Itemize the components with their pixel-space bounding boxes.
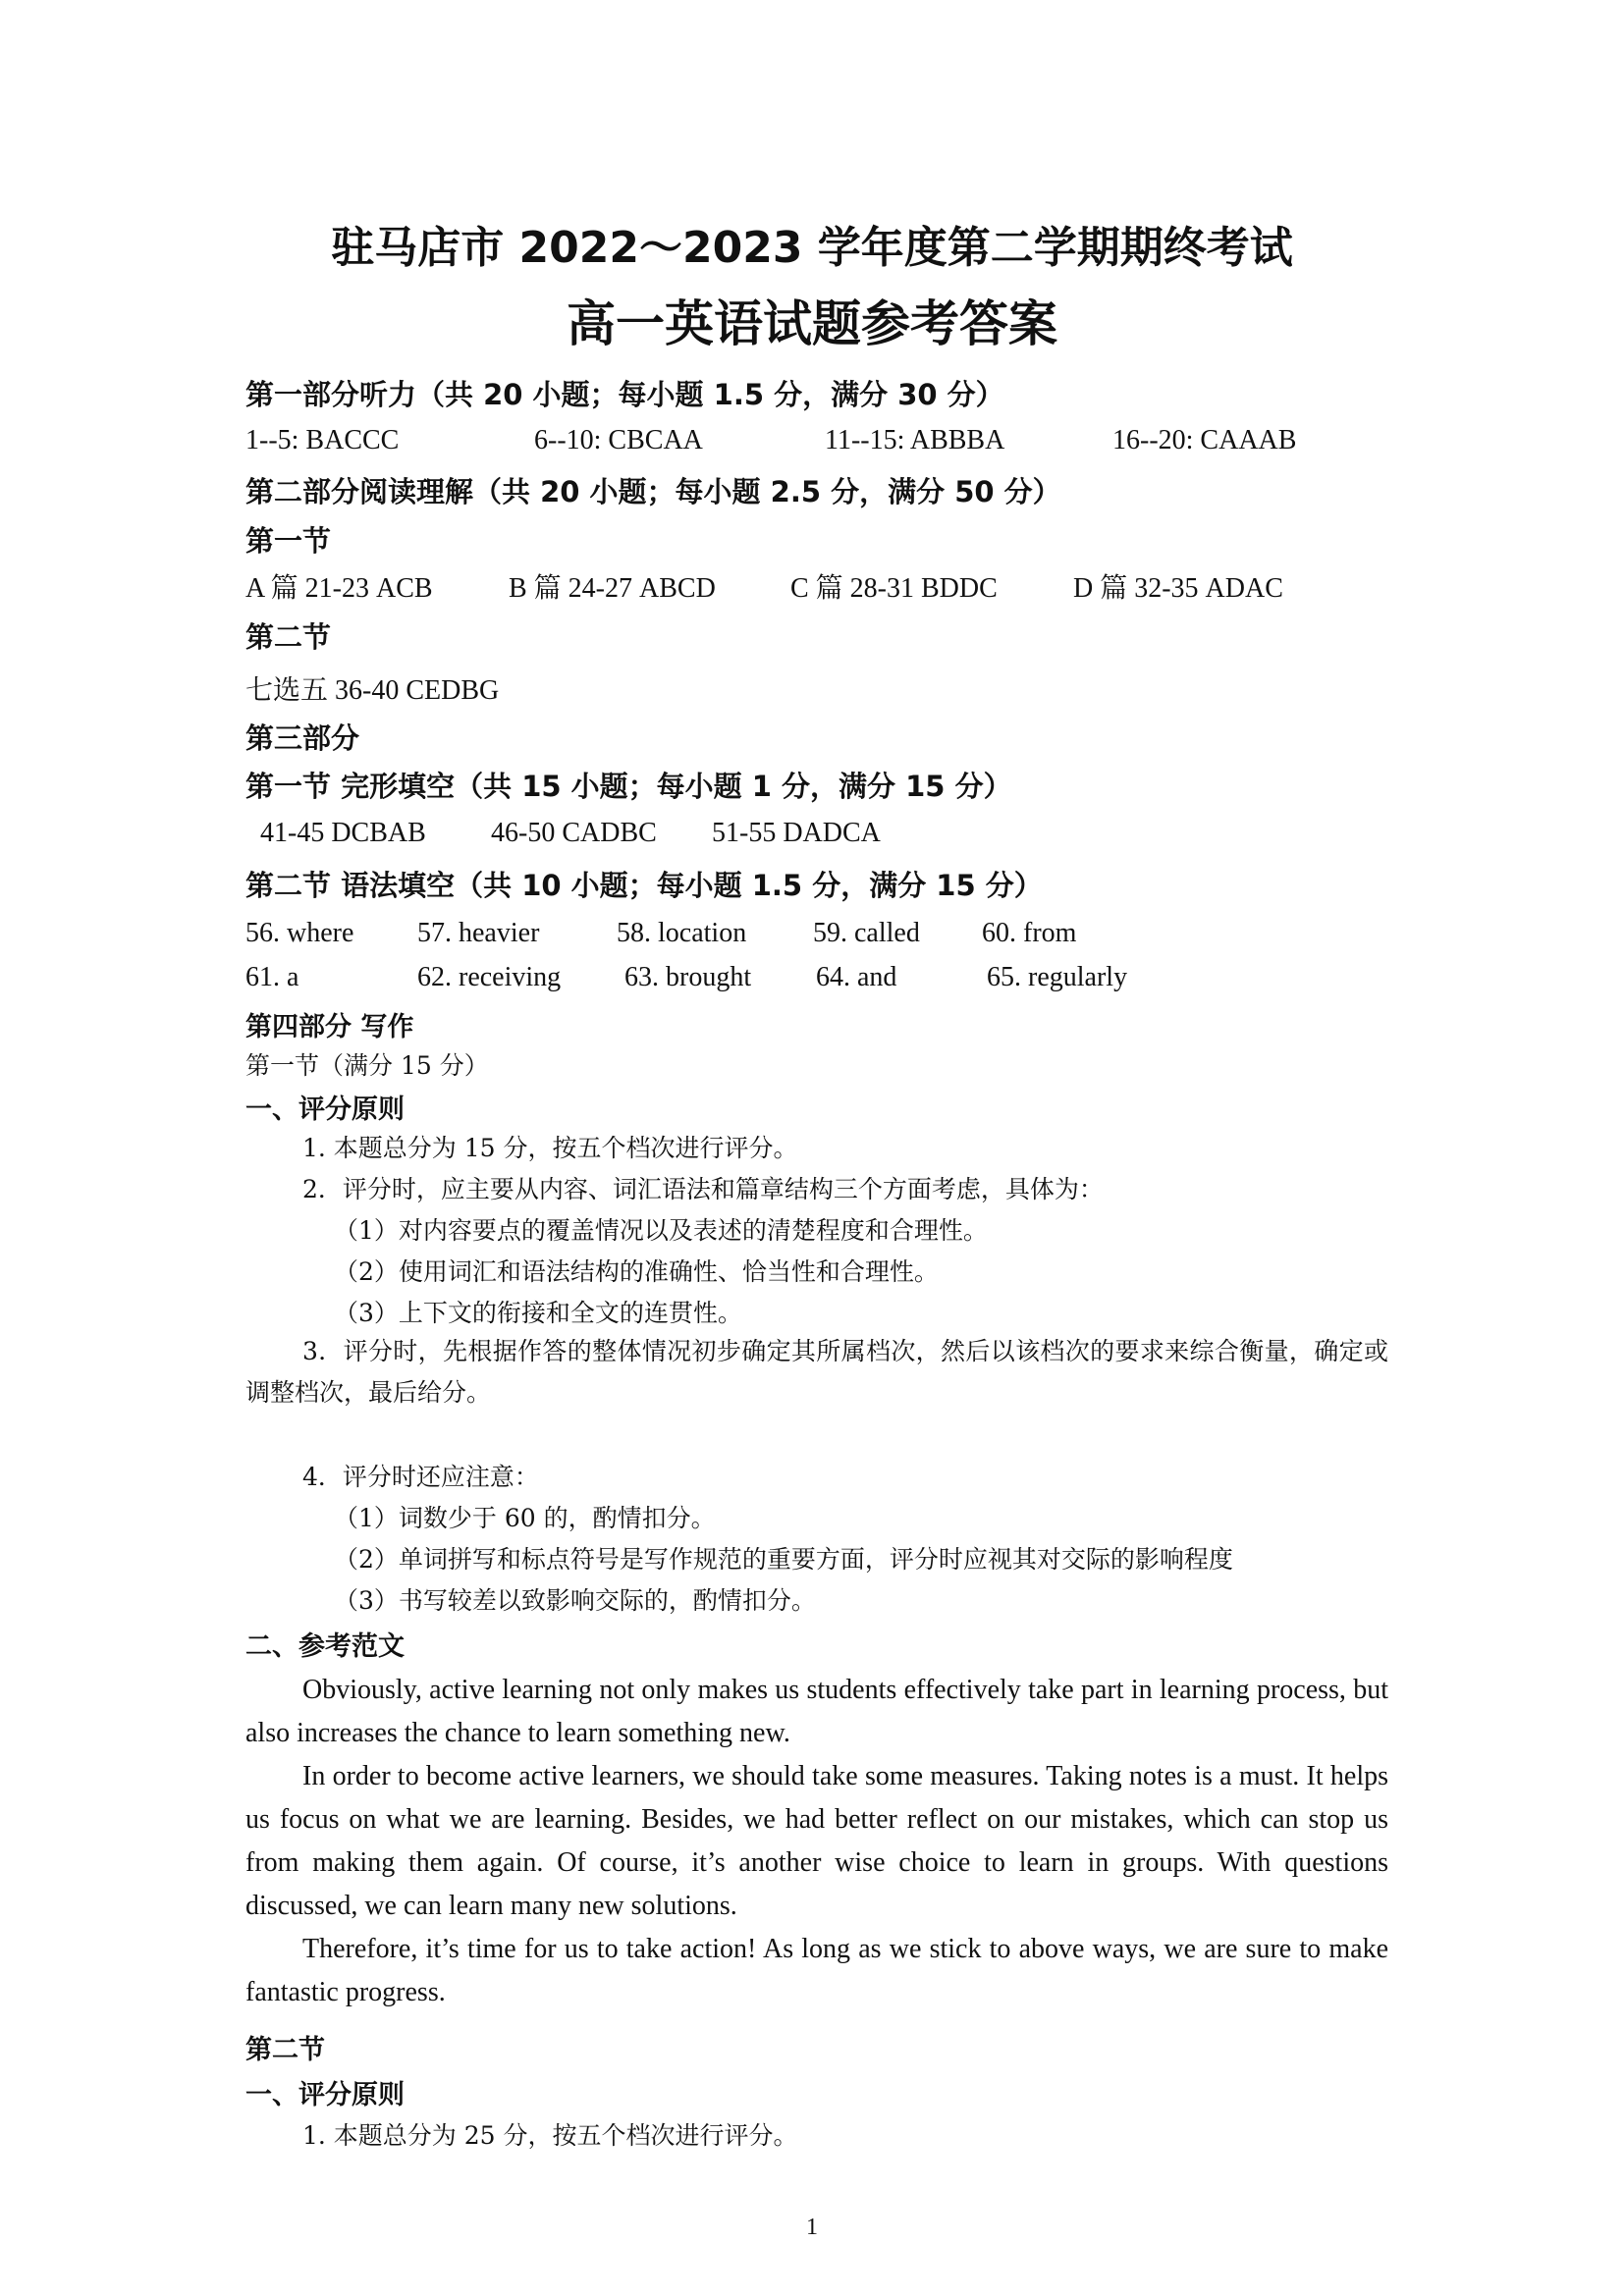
part3-heading: 第三部分 (245, 721, 360, 755)
answer-group: C 篇 28-31 BDDC (790, 573, 998, 604)
scoring-rule: 1. 本题总分为 15 分，按五个档次进行评分。 (302, 1134, 798, 1162)
part2-heading: 第二部分阅读理解（共 20 小题；每小题 2.5 分，满分 50 分） (245, 475, 1061, 508)
scoring-subrule: （3）上下文的衔接和全文的连贯性。 (334, 1299, 742, 1327)
part4-section2-heading: 第二节 (245, 2035, 325, 2065)
answer-group: D 篇 32-35 ADAC (1073, 573, 1283, 604)
answer-group: B 篇 24-27 ABCD (509, 573, 716, 604)
scoring-subrule: （1）对内容要点的覆盖情况以及表述的清楚程度和合理性。 (334, 1216, 988, 1245)
model-essay-heading: 二、参考范文 (245, 1631, 405, 1662)
part4-section1-heading: 第一节（满分 15 分） (245, 1051, 489, 1080)
grammar-answer: 56. where (245, 918, 354, 948)
model-essay (245, 1669, 1388, 2014)
essay-paragraph: Therefore, it’s time for us to take action! As long as we stick to above ways, we are sure to make fantastic progress. (245, 1934, 1388, 2007)
scoring-rule: 4．评分时还应注意： (302, 1463, 539, 1491)
document-subtitle: 高一英语试题参考答案 (567, 294, 1057, 352)
part3-section2-heading: 第二节 语法填空（共 10 小题；每小题 1.5 分，满分 15 分） (245, 869, 1043, 902)
scoring-subrule: （1）词数少于 60 的，酌情扣分。 (334, 1504, 716, 1532)
exam-title: 驻马店市 2022～2023 学年度第二学期期终考试 (331, 223, 1293, 273)
answer-group: 1--5: BACCC (245, 425, 400, 455)
part3-section1-heading: 第一节 完形填空（共 15 小题；每小题 1 分，满分 15 分） (245, 770, 1012, 803)
answer-group: 16--20: CAAAB (1112, 425, 1297, 455)
grammar-answer: 61. a (245, 962, 299, 992)
scoring-principles-heading: 一、评分原则 (245, 2080, 405, 2110)
part1-heading: 第一部分听力（共 20 小题；每小题 1.5 分，满分 30 分） (245, 378, 1004, 411)
scoring-rule: 3．评分时，先根据作答的整体情况初步确定其所属档次，然后以该档次的要求来综合衡量，确定或调整档次，最后给分。 (245, 1337, 1388, 1407)
scoring-subrule: （2）使用词汇和语法结构的准确性、恰当性和合理性。 (334, 1257, 939, 1286)
part2-section1-heading: 第一节 (245, 524, 332, 558)
answer-group: 51-55 DADCA (712, 818, 881, 848)
grammar-answer: 57. heavier (417, 918, 540, 948)
answer-group: 11--15: ABBBA (825, 425, 1005, 455)
scoring-principles-heading: 一、评分原则 (245, 1095, 405, 1125)
grammar-answer: 60. from (982, 918, 1077, 948)
answer-group: A 篇 21-23 ACB (245, 573, 433, 604)
scoring-rule: 1. 本题总分为 25 分，按五个档次进行评分。 (302, 2121, 798, 2150)
part4-heading: 第四部分 写作 (245, 1012, 414, 1042)
answer-group: 46-50 CADBC (491, 818, 657, 848)
grammar-answer: 63. brought (624, 962, 752, 992)
scoring-subrule: （2）单词拼写和标点符号是写作规范的重要方面，评分时应视其对交际的影响程度 (334, 1545, 1233, 1574)
grammar-answer: 64. and (816, 962, 897, 992)
page-number: 1 (806, 2215, 818, 2240)
answer-group: 七选五 36-40 CEDBG (245, 675, 500, 706)
answer-group: 41-45 DCBAB (260, 818, 426, 848)
part2-section2-heading: 第二节 (245, 620, 332, 654)
essay-paragraph: Obviously, active learning not only makes us students effectively take part in learning process, but also increases the chance to learn something new. (245, 1675, 1388, 1748)
answer-group: 6--10: CBCAA (534, 425, 703, 455)
grammar-answer: 58. location (617, 918, 747, 948)
scoring-subrule: （3）书写较差以致影响交际的，酌情扣分。 (334, 1586, 816, 1615)
essay-paragraph: In order to become active learners, we should take some measures. Taking notes is a must. It helps us focus on what we are learning. Besides, we had better reflect on our mistakes, which can stop us from making them again. Of course, it’s another wise choice to learn in groups. With questions discussed, we can learn many new solutions. (245, 1761, 1388, 1921)
grammar-answer: 59. called (813, 918, 920, 948)
grammar-answer: 62. receiving (417, 962, 562, 992)
scoring-rule: 2．评分时，应主要从内容、词汇语法和篇章结构三个方面考虑，具体为： (302, 1175, 1104, 1203)
grammar-answer: 65. regularly (987, 962, 1128, 992)
